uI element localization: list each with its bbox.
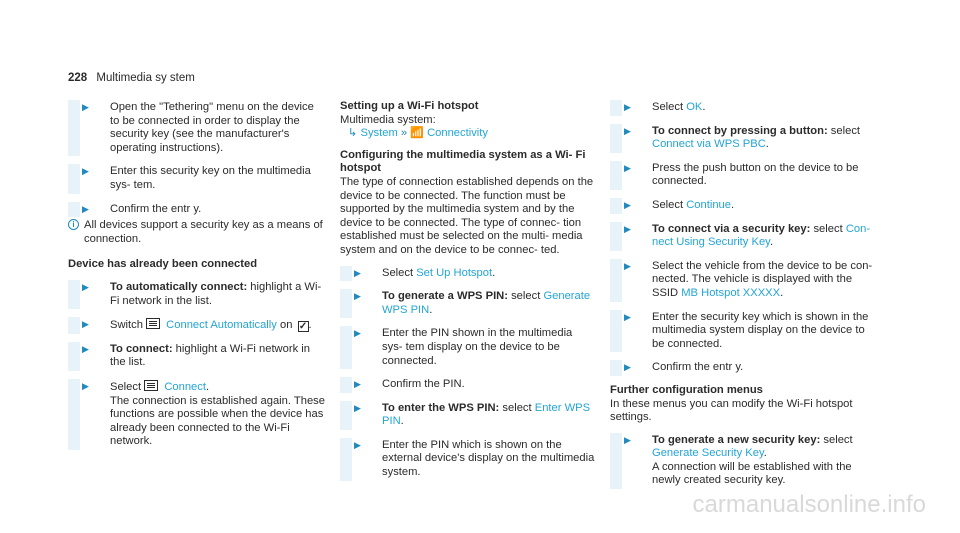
step-text: . <box>769 236 774 249</box>
step-text: select <box>499 401 535 414</box>
step-text: Enter this security key on the multimedia sys- tem. <box>110 165 311 191</box>
column-3 <box>610 100 880 497</box>
step <box>610 161 880 190</box>
step <box>610 433 880 489</box>
step <box>68 379 326 450</box>
body-text: The type of connection established depends on the device to be connected. The function must be supported by the multimedia system and by the device to be connected. The type of connec- tion established must be selected on the multi- media system and on the device to be connec- ted. <box>340 175 594 256</box>
wifi-icon: 📶 <box>410 127 424 140</box>
step-label: To connect by pressing a button: <box>652 124 828 137</box>
step <box>610 222 880 251</box>
step-text: . <box>205 380 210 393</box>
arrow-icon: ▶ <box>624 260 631 271</box>
step-text: Confirm the entr y. <box>110 202 202 215</box>
step <box>340 266 595 282</box>
section-heading: Further configuration menus <box>610 383 763 396</box>
arrow-icon: ▶ <box>82 343 89 354</box>
arrow-icon: ▶ <box>354 402 361 413</box>
arrow-icon: ▶ <box>354 267 361 278</box>
step-text: highlight a Wi-Fi network in the list. <box>110 342 310 369</box>
arrow-icon: ▶ <box>82 281 89 292</box>
column-2 <box>340 100 595 489</box>
arrow-icon: ▶ <box>82 102 89 112</box>
step-text: Confirm the PIN. <box>382 378 465 391</box>
step <box>68 317 326 334</box>
step-text: select <box>827 124 861 137</box>
arrow-icon: ▶ <box>624 102 631 112</box>
step-text: Confirm the entr y. <box>652 361 744 374</box>
connect-using-security-key-link[interactable]: Con- nect Using Security Key <box>652 222 871 249</box>
generate-wps-pin-link[interactable]: Generate WPS PIN <box>382 290 591 316</box>
step-text: highlight a Wi-Fi network in the list. <box>110 280 322 307</box>
step-text: A connection will be established with the newly created security key. <box>652 460 852 487</box>
step-label: To connect: <box>110 342 173 355</box>
step <box>610 198 880 214</box>
arrow-icon: ▶ <box>82 166 89 177</box>
step-text: . <box>765 138 769 151</box>
column-1 <box>68 100 326 458</box>
page-header <box>68 72 195 86</box>
step <box>340 326 595 369</box>
step-text: Select <box>110 380 145 393</box>
step-label: To generate a new security key: <box>652 433 821 446</box>
arrow-icon: ▶ <box>82 203 89 214</box>
step-text: Select the vehicle from the device to be con- nected. The vehicle is displayed with the SSID <box>652 259 873 299</box>
arrow-icon: ▶ <box>624 311 631 322</box>
generate-security-key-link[interactable]: Generate Security Key <box>652 447 764 460</box>
step <box>68 280 326 309</box>
step-text: . <box>308 319 312 332</box>
step-text: Enter the security key which is shown in the multimedia system display on the device to be connected. <box>652 310 869 350</box>
step-text: . <box>702 101 706 113</box>
system-link[interactable]: System <box>360 127 398 140</box>
arrow-icon: ▶ <box>82 380 89 391</box>
connectivity-link[interactable]: Connectivity <box>427 127 488 140</box>
connect-automatically-link[interactable]: Connect Automatically <box>166 319 277 332</box>
menu-path <box>348 127 595 141</box>
arrow-icon: ▶ <box>624 362 631 373</box>
step <box>610 259 880 302</box>
continue-link[interactable]: Continue <box>686 198 731 211</box>
info-note <box>68 219 326 250</box>
checkbox-icon: ✓ <box>298 321 308 333</box>
step-text: Press the push button on the device to be connected. <box>652 161 859 188</box>
step-text: Switch <box>110 319 147 332</box>
step-label: To automatically connect: <box>110 280 248 293</box>
step-text: Select <box>382 266 417 279</box>
step-label: To enter the WPS PIN: <box>382 401 500 414</box>
step-label: To generate a WPS PIN: <box>382 290 508 303</box>
section-heading: Device has already been connected <box>68 258 258 271</box>
step <box>610 360 880 376</box>
ok-link[interactable]: OK <box>686 101 703 113</box>
arrow-icon: ▶ <box>624 125 631 136</box>
step-text: Enter the PIN which is shown on the external device's display on the multimedia system. <box>382 438 595 479</box>
step-text: Open the "Tethering" menu on the device to be connected in order to display the security key (see the manufacturer's operating instructions). <box>110 101 314 154</box>
arrow-icon: ▶ <box>624 162 631 173</box>
step <box>340 401 595 430</box>
step <box>68 202 326 218</box>
step-text: . <box>731 198 735 211</box>
page-title: Multimedia sy stem <box>96 72 195 84</box>
connect-link[interactable]: Connect <box>164 380 206 393</box>
arrow-icon: ▶ <box>624 434 631 445</box>
step-text: Select <box>652 101 687 113</box>
connect-via-wps-pbc-link[interactable]: Connect via WPS PBC <box>652 138 766 151</box>
arrow-icon: ▶ <box>354 328 361 339</box>
step-text: select <box>507 290 544 303</box>
step-text: select <box>820 433 853 446</box>
menu-icon <box>146 318 160 329</box>
arrow-icon: ▶ <box>82 319 89 330</box>
step-text: The connection is established again. These functions are possible when the device has already been connected to the Wi-Fi network. <box>110 394 325 448</box>
step-text: . <box>763 447 767 460</box>
step <box>340 289 595 318</box>
note-text: All devices support a security key as a means of connection. <box>84 219 323 245</box>
mb-hotspot-link[interactable]: MB Hotspot XXXXX <box>681 286 781 299</box>
menu-icon <box>144 380 158 391</box>
arrow-icon: ▶ <box>354 439 361 450</box>
step-text: on <box>276 319 296 332</box>
arrow-icon: ▶ <box>624 223 631 234</box>
step <box>68 164 326 193</box>
body-text: In these menus you can modify the Wi-Fi hotspot settings. <box>610 397 853 424</box>
watermark: carmanualsonline.info <box>692 491 926 518</box>
double-chevron-icon: » <box>400 127 408 140</box>
step-text: select <box>810 222 846 235</box>
step-text: . <box>429 303 433 316</box>
step <box>610 100 880 116</box>
step-text: Enter the PIN shown in the multimedia sys- tem display on the device to be connected. <box>382 327 573 367</box>
step <box>610 124 880 153</box>
arrow-icon: ▶ <box>354 291 361 302</box>
step-text: . <box>780 286 784 299</box>
step <box>340 438 595 481</box>
step-text: Select <box>652 198 687 211</box>
step <box>68 100 326 156</box>
step <box>68 342 326 371</box>
path-arrow-icon: ↳ <box>348 127 358 140</box>
info-icon: i <box>68 219 79 230</box>
step <box>340 377 595 393</box>
page-number: 228 <box>68 72 88 84</box>
arrow-icon: ▶ <box>624 199 631 210</box>
step-text: . <box>400 415 404 428</box>
enter-wps-pin-link[interactable]: Enter WPS PIN <box>382 401 591 428</box>
step-label: To connect via a security key: <box>652 222 811 235</box>
step <box>610 310 880 353</box>
intro-text: Multimedia system: <box>340 113 436 126</box>
arrow-icon: ▶ <box>354 379 361 390</box>
section-heading: Setting up a Wi-Fi hotspot <box>340 100 479 112</box>
set-up-hotspot-link[interactable]: Set Up Hotspot <box>416 266 493 279</box>
section-heading: Configuring the multimedia system as a Wi- Fi hotspot <box>340 148 586 175</box>
step-text: . <box>492 266 496 279</box>
